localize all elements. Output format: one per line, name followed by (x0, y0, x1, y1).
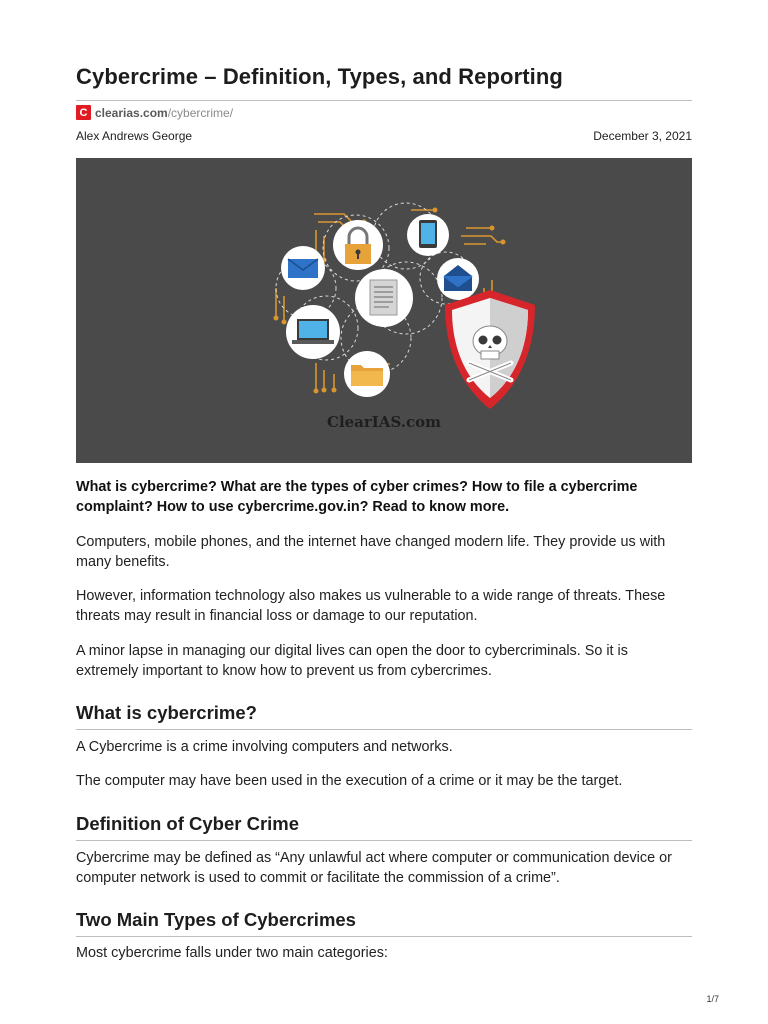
heading-what-is-cybercrime: What is cybercrime? (76, 702, 257, 723)
paragraph-3: A minor lapse in managing our digital lives can open the door to cybercriminals. So it is extremely important to know how to prevent us from cybercrimes. (76, 643, 628, 679)
heading-definition: Definition of Cyber Crime (76, 813, 300, 834)
hero-illustration (76, 158, 692, 463)
padlock-icon (333, 220, 383, 270)
heading-two-main-types: Two Main Types of Cybercrimes (76, 909, 356, 930)
clearias-favicon-icon: C (76, 105, 91, 120)
open-envelope-icon (437, 258, 479, 300)
article-lead: What is cybercrime? What are the types of cyber crimes? How to file a cybercrime complaint? How to use cybercrime.gov.in? Read to know more. (76, 479, 638, 515)
source-path[interactable]: /cybercrime/ (167, 105, 234, 120)
folder-icon (344, 351, 390, 397)
paragraph-7: Most cybercrime falls under two main categories: (76, 945, 388, 961)
laptop-icon (286, 305, 340, 359)
paragraph-4: A Cybercrime is a crime involving computers and networks. (76, 739, 453, 755)
hero-watermark: ClearIAS.com (327, 413, 441, 431)
skull-shield-icon (445, 290, 535, 409)
title-divider (76, 100, 692, 101)
document-icon (355, 269, 413, 327)
section-divider (76, 840, 692, 841)
paragraph-1: Computers, mobile phones, and the internet have changed modern life. They provide us with many benefits. (76, 534, 666, 570)
envelope-icon (281, 246, 325, 290)
tablet-icon (407, 214, 449, 256)
paragraph-2: However, information technology also makes us vulnerable to a wide range of threats. These threats may result in financial loss or damage to our reputation. (76, 588, 666, 624)
page-title: Cybercrime – Definition, Types, and Reporting (76, 64, 563, 89)
paragraph-5: The computer may have been used in the execution of a crime or it may be the target. (76, 773, 623, 789)
paragraph-6: Cybercrime may be defined as “Any unlawful act where computer or communication device or computer network is used to commit or facilitate the commission of a crime”. (76, 850, 672, 886)
author-name: Alex Andrews George (76, 129, 193, 143)
page-number: 1/7 (706, 994, 719, 1004)
section-divider (76, 936, 692, 937)
section-divider (76, 729, 692, 730)
source-link[interactable] (76, 105, 233, 120)
publish-date: December 3, 2021 (593, 129, 692, 143)
source-domain[interactable]: clearias.com (95, 105, 168, 120)
